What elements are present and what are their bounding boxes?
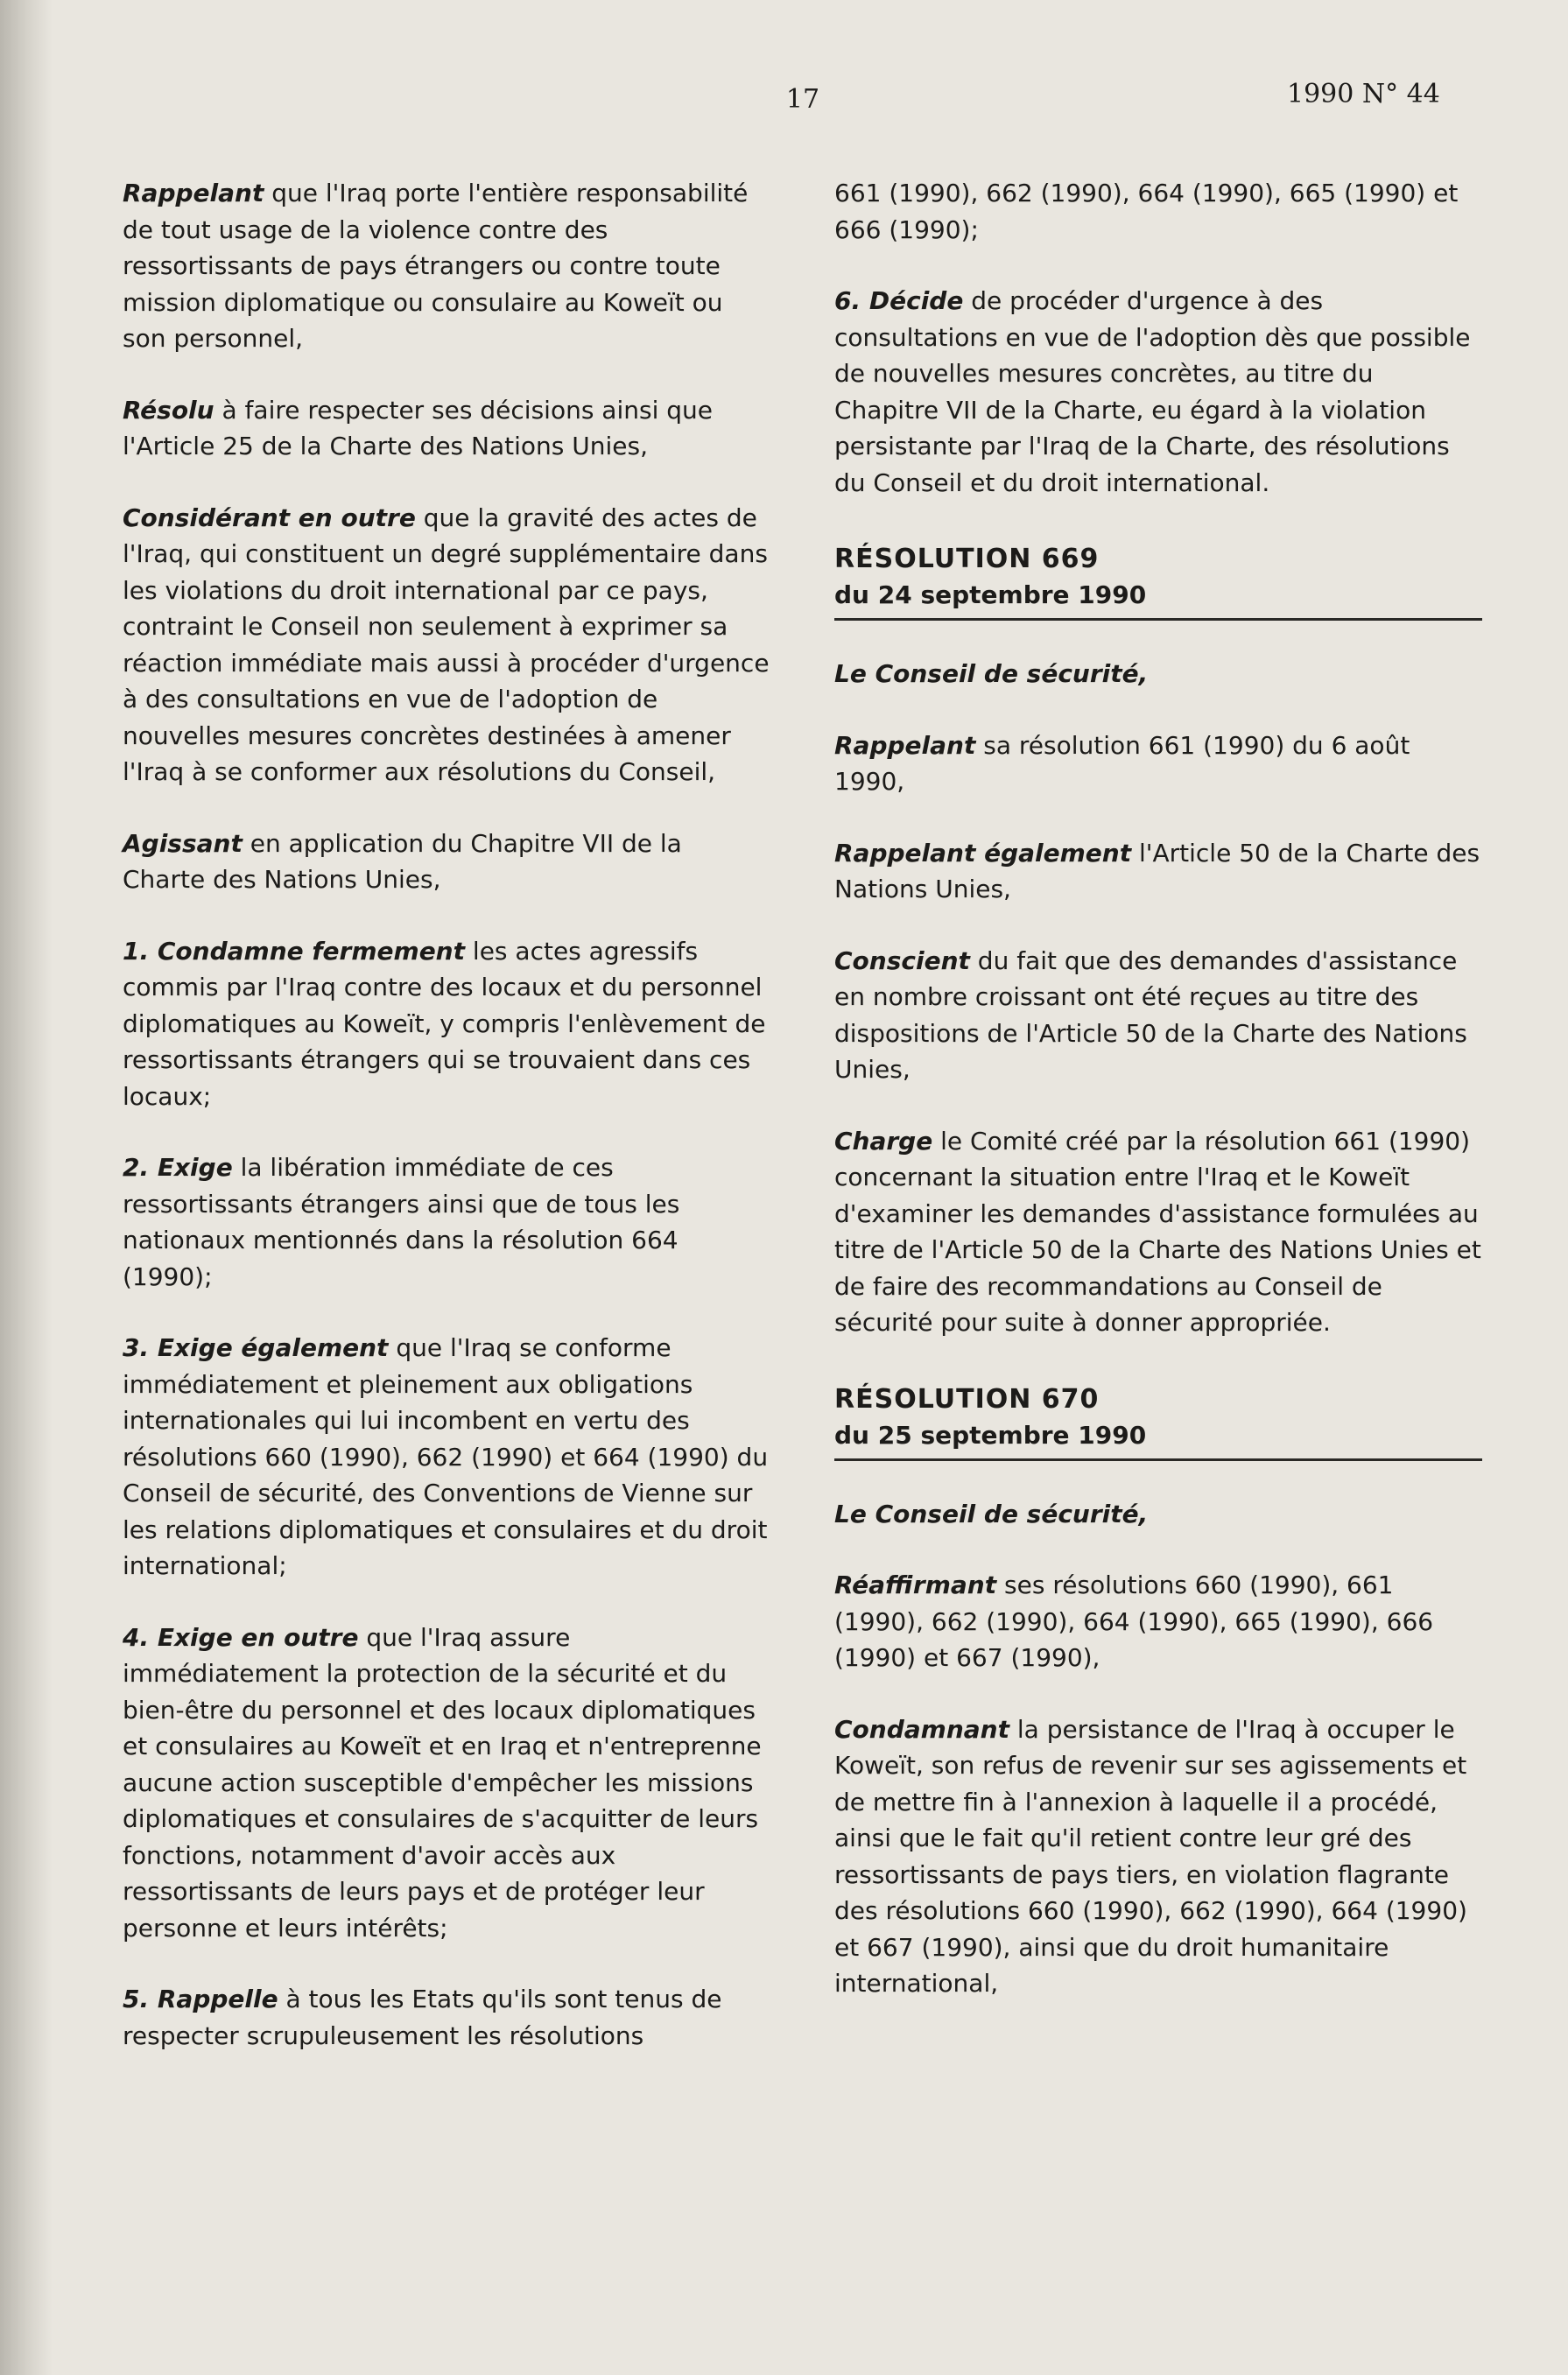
paragraph-agissant: Agissant en application du Chapitre VII de la Charte des Nations Unies, bbox=[123, 828, 682, 894]
left-column bbox=[123, 175, 770, 2089]
resolution-670-date: du 25 septembre 1990 bbox=[834, 1420, 1147, 1450]
paragraph-continuation: 661 (1990), 662 (1990), 664 (1990), 665 (1990) et 666 (1990); bbox=[834, 179, 1459, 244]
document-reference: 1990 N° 44 bbox=[1287, 79, 1440, 109]
page-number: 17 bbox=[785, 84, 820, 115]
paragraph-considerant: Considérant en outre que la gravité des actes de l'Iraq, qui constituent un degré supplémentaire dans les violations du droit international par ce pays, contraint le Conseil non seulement à exprimer sa réaction immédiate mais aussi à procéder d'urgence à des consultations en vue de l'adoption de nouvelles mesures concrètes destinées à amener l'Iraq à se conformer aux résolutions du Conseil, bbox=[123, 502, 770, 786]
paragraph-670-condamnant: Condamnant la persistance de l'Iraq à occuper le Koweït, son refus de revenir sur ses agissements et de mettre fin à l'annexion à laquelle il a procédé, ainsi que le fait qu'il retient contre leur gré des ressortissants de pays tiers, en violation flagrante des résolutions 660 (1990), 662 (1990), 664 (1990) et 667 (1990), ainsi que du droit humanitaire international, bbox=[834, 1714, 1467, 1998]
resolution-669-date: du 24 septembre 1990 bbox=[834, 580, 1147, 609]
page-binding-shadow bbox=[0, 0, 53, 2375]
paragraph-rappelant: Rappelant que l'Iraq porte l'entière responsabilité de tout usage de la violence contre des ressortissants de pays étrangers ou contre toute mission diplomatique ou consulaire au Koweït ou son personnel, bbox=[123, 179, 749, 353]
council-heading-669: Le Conseil de sécurité, bbox=[834, 659, 1149, 688]
paragraph-670-reaffirmant: Réaffirmant ses résolutions 660 (1990), 661 (1990), 662 (1990), 664 (1990), 665 (1990), 666 (1990) et 667 (1990), bbox=[834, 1570, 1434, 1672]
paragraph-669-conscient: Conscient du fait que des demandes d'assistance en nombre croissant ont été reçues au titre des dispositions de l'Article 50 de la Charte des Nations Unies, bbox=[834, 945, 1467, 1084]
paragraph-669-charge: Charge le Comité créé par la résolution 661 (1990) concernant la situation entre l'Iraq et le Koweït d'examiner les demandes d'assistance formulées au titre de l'Article 50 de la Charte des Nations Unies et de faire des recommandations au Conseil de sécurité pour suite à donner appropriée. bbox=[834, 1126, 1481, 1337]
resolution-669-title: RÉSOLUTION 669 bbox=[834, 544, 1100, 574]
paragraph-669-rappelant: Rappelant sa résolution 661 (1990) du 6 août 1990, bbox=[834, 730, 1410, 796]
paragraph-669-rappelant-egalement: Rappelant également l'Article 50 de la Charte des Nations Unies, bbox=[834, 838, 1480, 903]
council-heading-670: Le Conseil de sécurité, bbox=[834, 1499, 1149, 1528]
paragraph-5-rappelle: 5. Rappelle à tous les Etats qu'ils sont tenus de respecter scrupuleusement les résolutions bbox=[123, 1985, 722, 2050]
right-column bbox=[834, 175, 1482, 2037]
paragraph-2-exige: 2. Exige la libération immédiate de ces ressortissants étrangers ainsi que de tous les nationaux mentionnés dans la résolution 664 (1990); bbox=[123, 1153, 680, 1291]
resolution-670-title: RÉSOLUTION 670 bbox=[834, 1383, 1100, 1415]
paragraph-3-exige-egalement: 3. Exige également que l'Iraq se conforme immédiatement et pleinement aux obligations internationales qui lui incombent en vertu des résolutions 660 (1990), 662 (1990) et 664 (1990) du Conseil de sécurité, des Conventions de Vienne sur les relations diplomatiques et consulaires et du droit international; bbox=[123, 1333, 769, 1580]
paragraph-1-condamne: 1. Condamne fermement les actes agressifs commis par l'Iraq contre des locaux et du personnel diplomatiques au Koweït, y compris l'enlèvement de ressortissants étrangers qui se trouvaient dans ces locaux; bbox=[123, 936, 766, 1111]
paragraph-4-exige-en-outre: 4. Exige en outre que l'Iraq assure immédiatement la protection de la sécurité et du bien-être du personnel et des locaux diplomatiques et consulaires au Koweït et en Iraq et n'entreprenne aucune action susceptible d'empêcher les missions diplomatiques et consulaires de s'acquitter de leurs fonctions, notamment d'avoir accès aux ressortissants de leurs pays et de protéger leur personne et leurs intérêts; bbox=[123, 1622, 762, 1943]
resolution-669-heading bbox=[834, 541, 1482, 621]
paragraph-resolu: Résolu à faire respecter ses décisions ainsi que l'Article 25 de la Charte des Nations Unies, bbox=[123, 395, 713, 460]
resolution-670-heading bbox=[834, 1381, 1482, 1461]
paragraph-6-decide: 6. Décide de procéder d'urgence à des consultations en vue de l'adoption dès que possible de nouvelles mesures concrètes, au titre du Chapitre VII de la Charte, eu égard à la violation persistante par l'Iraq de la Charte, des résolutions du Conseil et du droit international. bbox=[834, 286, 1471, 497]
